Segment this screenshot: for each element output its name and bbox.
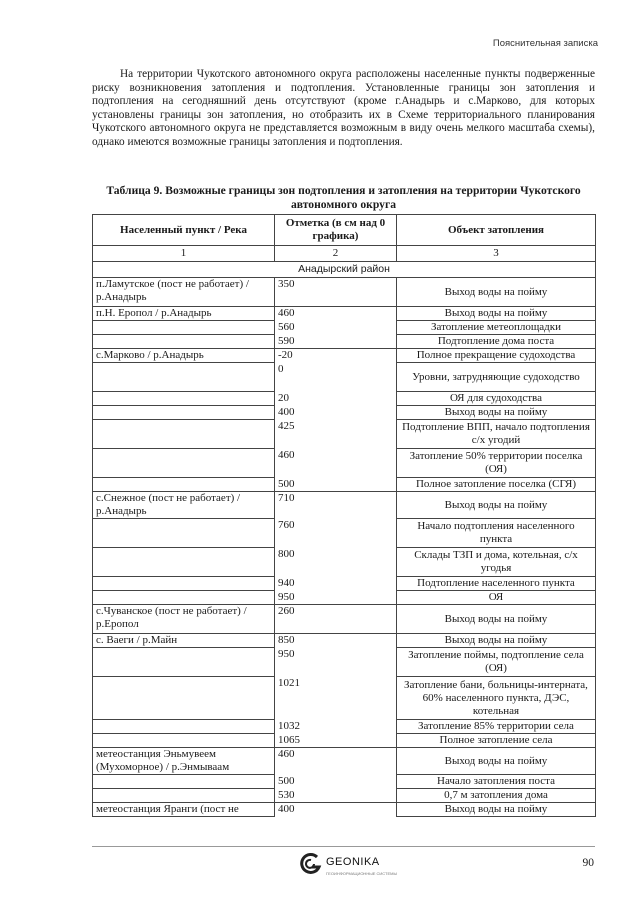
mark-cell: 425 [275,420,397,449]
object-cell: Начало затопления поста [397,775,596,789]
table-row [93,775,596,789]
object-cell: Выход воды на пойму [397,492,596,519]
mark-cell: 710 [275,492,397,519]
table-row [93,677,596,720]
settlement-cell: с.Марково / р.Анадырь [93,349,275,363]
table-row [93,748,596,775]
object-cell: Полное прекращение судоходства [397,349,596,363]
settlement-cell [93,677,275,720]
table-row [93,634,596,648]
settlement-cell: с.Снежное (пост не работает) / р.Анадырь [93,492,275,519]
table-row [93,803,596,817]
company-logo [300,852,410,880]
page-number: 90 [582,857,594,869]
settlement-cell [93,363,275,392]
object-cell: Затопление бани, больницы-интерната, 60% населенного пункта, ДЭС, котельная [397,677,596,720]
mark-cell: 350 [275,278,397,307]
object-cell: ОЯ [397,591,596,605]
mark-cell: 400 [275,406,397,420]
settlement-cell: метеостанция Эньмувеем (Мухоморное) / р.Энмываам [93,748,275,775]
object-cell: Склады ТЗП и дома, котельная, с/х угодья [397,548,596,577]
mark-cell: 760 [275,519,397,548]
mark-cell: 500 [275,478,397,492]
table-row [93,406,596,420]
settlement-cell: метеостанция Яранги (пост не [93,803,275,817]
table-caption: Таблица 9. Возможные границы зон подтопления и затопления на территории Чукотского автономного округа [106,184,581,211]
mark-cell: 500 [275,775,397,789]
table-header-row [93,215,596,246]
table-row [93,321,596,335]
settlement-cell [93,392,275,406]
table-row [93,734,596,748]
district-name: Анадырский район [93,262,596,278]
settlement-cell [93,789,275,803]
header-mark: Отметка (в см над 0 графика) [275,215,397,246]
table-row [93,492,596,519]
table-row [93,307,596,321]
table-row [93,789,596,803]
settlement-cell [93,775,275,789]
mark-cell: 590 [275,335,397,349]
mark-cell: 460 [275,748,397,775]
footer-divider [92,846,595,847]
mark-cell: 800 [275,548,397,577]
column-number: 1 [93,246,275,262]
object-cell: Подтопление населенного пункта [397,577,596,591]
object-cell: Затопление поймы, подтопление села (ОЯ) [397,648,596,677]
column-number: 2 [275,246,397,262]
mark-cell: 1032 [275,720,397,734]
settlement-cell [93,519,275,548]
object-cell: Выход воды на пойму [397,748,596,775]
settlement-cell [93,648,275,677]
table-row [93,349,596,363]
mark-cell: 1021 [275,677,397,720]
object-cell: Выход воды на пойму [397,307,596,321]
object-cell: Выход воды на пойму [397,803,596,817]
object-cell: Начало подтопления населенного пункта [397,519,596,548]
mark-cell: 400 [275,803,397,817]
table-row [93,591,596,605]
table-row [93,720,596,734]
object-cell: Затопление 50% территории поселка (ОЯ) [397,449,596,478]
table-row [93,363,596,392]
table-row [93,605,596,634]
settlement-cell [93,734,275,748]
mark-cell: 940 [275,577,397,591]
column-number: 3 [397,246,596,262]
settlement-cell: с. Ваеги / р.Майн [93,634,275,648]
intro-paragraph: На территории Чукотского автономного округа расположены населенные пункты подверженные риску возникновения затопления и подтопления. Установленные границы зон затопления и подтопления на сегодняшний день отсутствуют (кроме г.Анадырь и с.Марково, для которых установлены границы зон затопления, но отобразить их в Схеме территориального планирования Чукотского автономного округа не представляется возможным в виду очень мелкого масштаба схемы), однако имеются возможные границы затопления и подтопления. [92,68,595,148]
table-row [93,278,596,307]
mark-cell: 950 [275,591,397,605]
mark-cell: 460 [275,307,397,321]
object-cell: Затопление 85% территории села [397,720,596,734]
object-cell: Уровни, затрудняющие судоходство [397,363,596,392]
mark-cell: 530 [275,789,397,803]
geonika-logo-icon [300,852,322,876]
mark-cell: 1065 [275,734,397,748]
mark-cell: 950 [275,648,397,677]
mark-cell: 460 [275,449,397,478]
object-cell: Затопление метеоплощадки [397,321,596,335]
logo-text: GEONIKA [326,856,380,868]
table-row [93,335,596,349]
flood-zones-table [92,214,596,817]
settlement-cell [93,478,275,492]
settlement-cell [93,449,275,478]
mark-cell: 20 [275,392,397,406]
table-row [93,548,596,577]
settlement-cell [93,420,275,449]
table-row [93,577,596,591]
settlement-cell [93,591,275,605]
mark-cell: 560 [275,321,397,335]
object-cell: Подтопление дома поста [397,335,596,349]
settlement-cell [93,720,275,734]
object-cell: Подтопление ВПП, начало подтопления с/х угодий [397,420,596,449]
object-cell: 0,7 м затопления дома [397,789,596,803]
settlement-cell [93,406,275,420]
running-header: Пояснительная записка [492,38,598,49]
district-row [93,262,596,278]
settlement-cell: п.Ламутское (пост не работает) / р.Анадырь [93,278,275,307]
object-cell: Полное затопление села [397,734,596,748]
settlement-cell [93,548,275,577]
table-row [93,449,596,478]
table-row [93,420,596,449]
settlement-cell: с.Чуванское (пост не работает) / р.Еропол [93,605,275,634]
logo-subtitle: ГЕОИНФОРМАЦИОННЫЕ СИСТЕМЫ [326,871,398,876]
settlement-cell [93,577,275,591]
settlement-cell [93,335,275,349]
table-row [93,519,596,548]
table-row [93,392,596,406]
header-object: Объект затопления [397,215,596,246]
object-cell: ОЯ для судоходства [397,392,596,406]
settlement-cell [93,321,275,335]
object-cell: Выход воды на пойму [397,278,596,307]
mark-cell: 260 [275,605,397,634]
object-cell: Выход воды на пойму [397,634,596,648]
header-settlement: Населенный пункт / Река [93,215,275,246]
object-cell: Полное затопление поселка (СГЯ) [397,478,596,492]
table-row [93,648,596,677]
mark-cell: 0 [275,363,397,392]
column-number-row [93,246,596,262]
object-cell: Выход воды на пойму [397,406,596,420]
table-row [93,478,596,492]
mark-cell: -20 [275,349,397,363]
settlement-cell: п.Н. Еропол / р.Анадырь [93,307,275,321]
mark-cell: 850 [275,634,397,648]
object-cell: Выход воды на пойму [397,605,596,634]
